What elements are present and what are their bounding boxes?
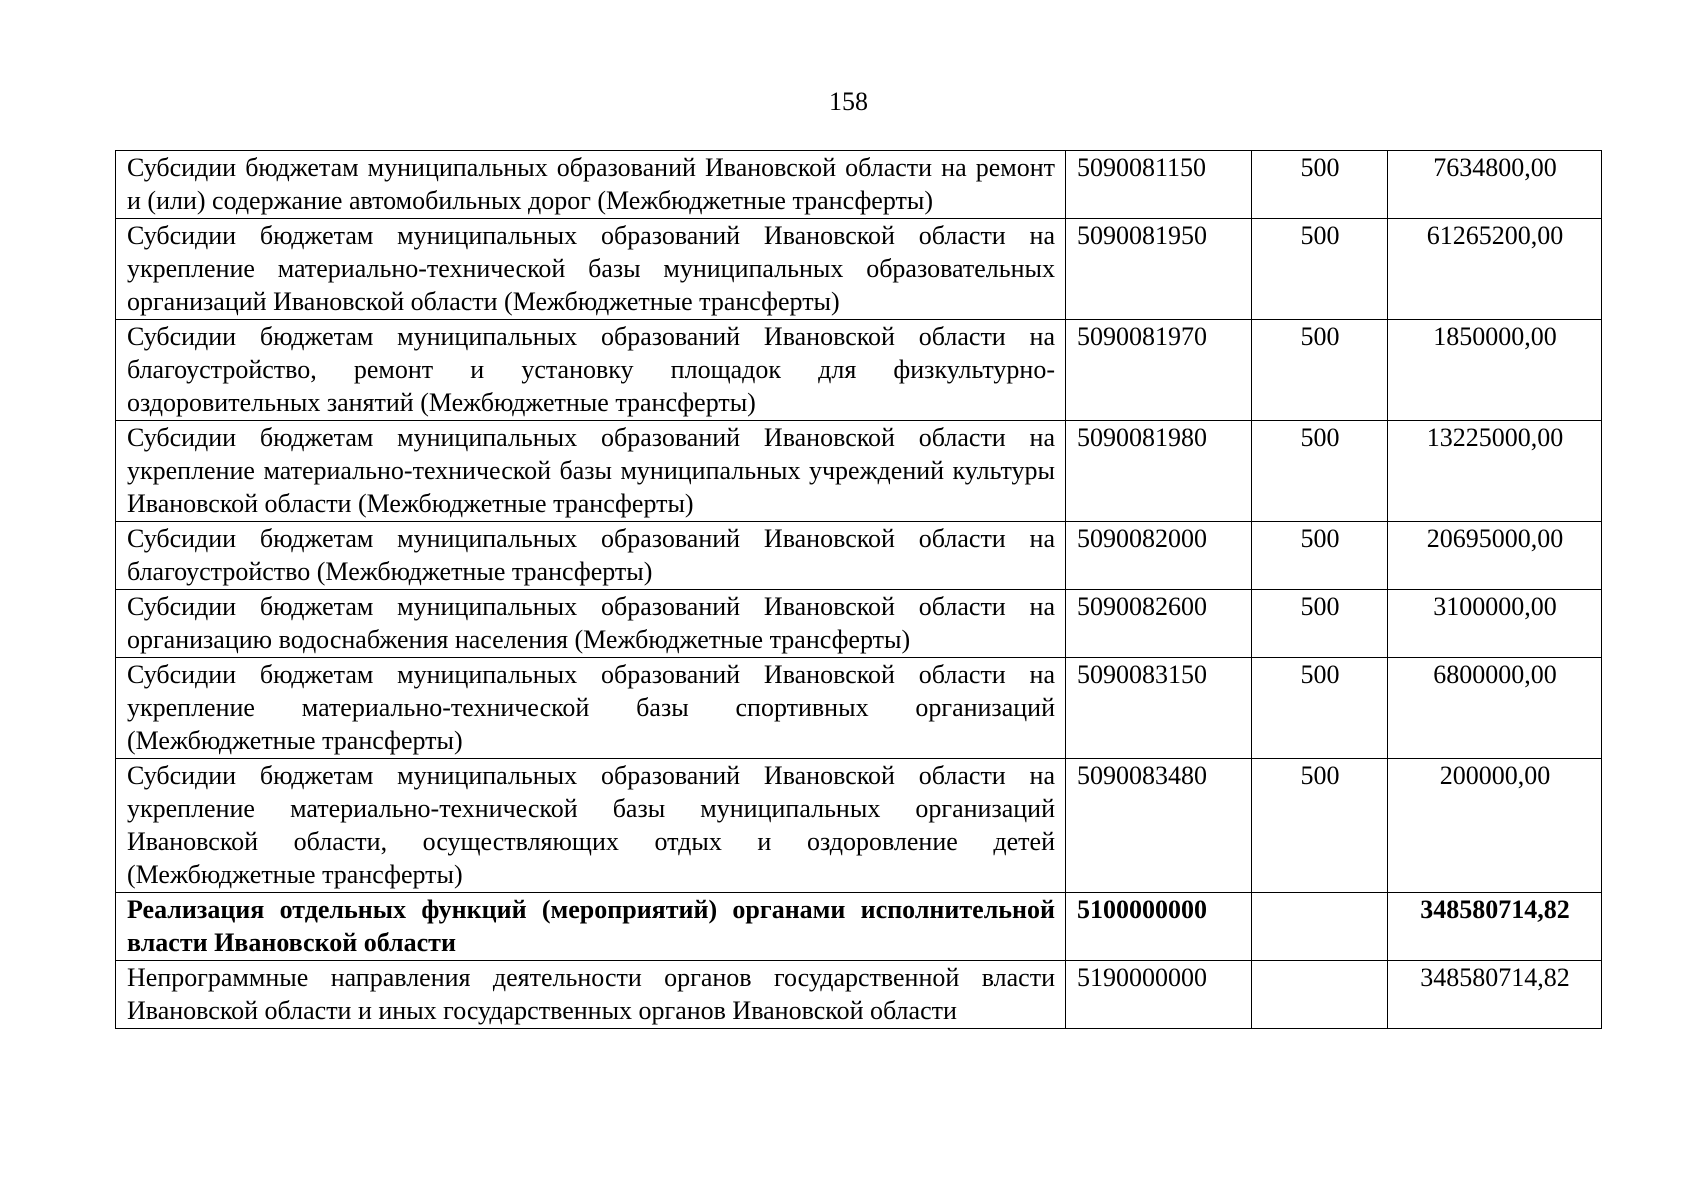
row-expense-type: 500 [1252, 151, 1388, 219]
row-description: Субсидии бюджетам муниципальных образований Ивановской области на укрепление материально-технической базы муниципальных учреждений культуры Ивановской области (Межбюджетные трансферты) [116, 421, 1066, 522]
row-target-code: 5090081150 [1066, 151, 1252, 219]
row-target-code: 5090082000 [1066, 522, 1252, 590]
row-expense-type [1252, 893, 1388, 961]
row-target-code: 5090081980 [1066, 421, 1252, 522]
table-row [116, 151, 1602, 219]
row-description: Субсидии бюджетам муниципальных образований Ивановской области на укрепление материально-технической базы спортивных организаций (Межбюджетные трансферты) [116, 658, 1066, 759]
row-target-code: 5090083480 [1066, 759, 1252, 893]
table-row [116, 522, 1602, 590]
row-sum: 348580714,82 [1388, 893, 1602, 961]
row-sum: 13225000,00 [1388, 421, 1602, 522]
row-expense-type: 500 [1252, 421, 1388, 522]
row-sum: 6800000,00 [1388, 658, 1602, 759]
row-expense-type: 500 [1252, 759, 1388, 893]
row-target-code: 5090081970 [1066, 320, 1252, 421]
row-description: Субсидии бюджетам муниципальных образований Ивановской области на благоустройство (Межбюджетные трансферты) [116, 522, 1066, 590]
row-expense-type: 500 [1252, 522, 1388, 590]
row-expense-type: 500 [1252, 590, 1388, 658]
row-description: Субсидии бюджетам муниципальных образований Ивановской области на укрепление материально-технической базы муниципальных организаций Ивановской области, осуществляющих отдых и оздоровление детей (Межбюджетные трансферты) [116, 759, 1066, 893]
row-sum: 200000,00 [1388, 759, 1602, 893]
row-expense-type: 500 [1252, 658, 1388, 759]
row-expense-type: 500 [1252, 320, 1388, 421]
table-row [116, 590, 1602, 658]
row-target-code: 5090081950 [1066, 219, 1252, 320]
table-row [116, 961, 1602, 1029]
row-expense-type [1252, 961, 1388, 1029]
row-sum: 20695000,00 [1388, 522, 1602, 590]
row-target-code: 5090082600 [1066, 590, 1252, 658]
table-row [116, 759, 1602, 893]
row-description: Субсидии бюджетам муниципальных образований Ивановской области на укрепление материально-технической базы муниципальных образовательных организаций Ивановской области (Межбюджетные трансферты) [116, 219, 1066, 320]
row-description: Субсидии бюджетам муниципальных образований Ивановской области на благоустройство, ремонт и установку площадок для физкультурно-оздоровительных занятий (Межбюджетные трансферты) [116, 320, 1066, 421]
row-sum: 3100000,00 [1388, 590, 1602, 658]
row-target-code: 5090083150 [1066, 658, 1252, 759]
table-row [116, 219, 1602, 320]
row-description: Субсидии бюджетам муниципальных образований Ивановской области на организацию водоснабжения населения (Межбюджетные трансферты) [116, 590, 1066, 658]
row-target-code: 5190000000 [1066, 961, 1252, 1029]
row-sum: 348580714,82 [1388, 961, 1602, 1029]
row-description: Субсидии бюджетам муниципальных образований Ивановской области на ремонт и (или) содержание автомобильных дорог (Межбюджетные трансферты) [116, 151, 1066, 219]
row-description: Непрограммные направления деятельности органов государственной власти Ивановской области и иных государственных органов Ивановской области [116, 961, 1066, 1029]
table-row [116, 421, 1602, 522]
row-expense-type: 500 [1252, 219, 1388, 320]
row-target-code: 5100000000 [1066, 893, 1252, 961]
row-sum: 61265200,00 [1388, 219, 1602, 320]
table-row-section-total [116, 893, 1602, 961]
row-description: Реализация отдельных функций (мероприятий) органами исполнительной власти Ивановской области [116, 893, 1066, 961]
table-row [116, 320, 1602, 421]
page-number: 158 [829, 87, 868, 116]
budget-table [115, 150, 1602, 1029]
row-sum: 7634800,00 [1388, 151, 1602, 219]
table-row [116, 658, 1602, 759]
row-sum: 1850000,00 [1388, 320, 1602, 421]
